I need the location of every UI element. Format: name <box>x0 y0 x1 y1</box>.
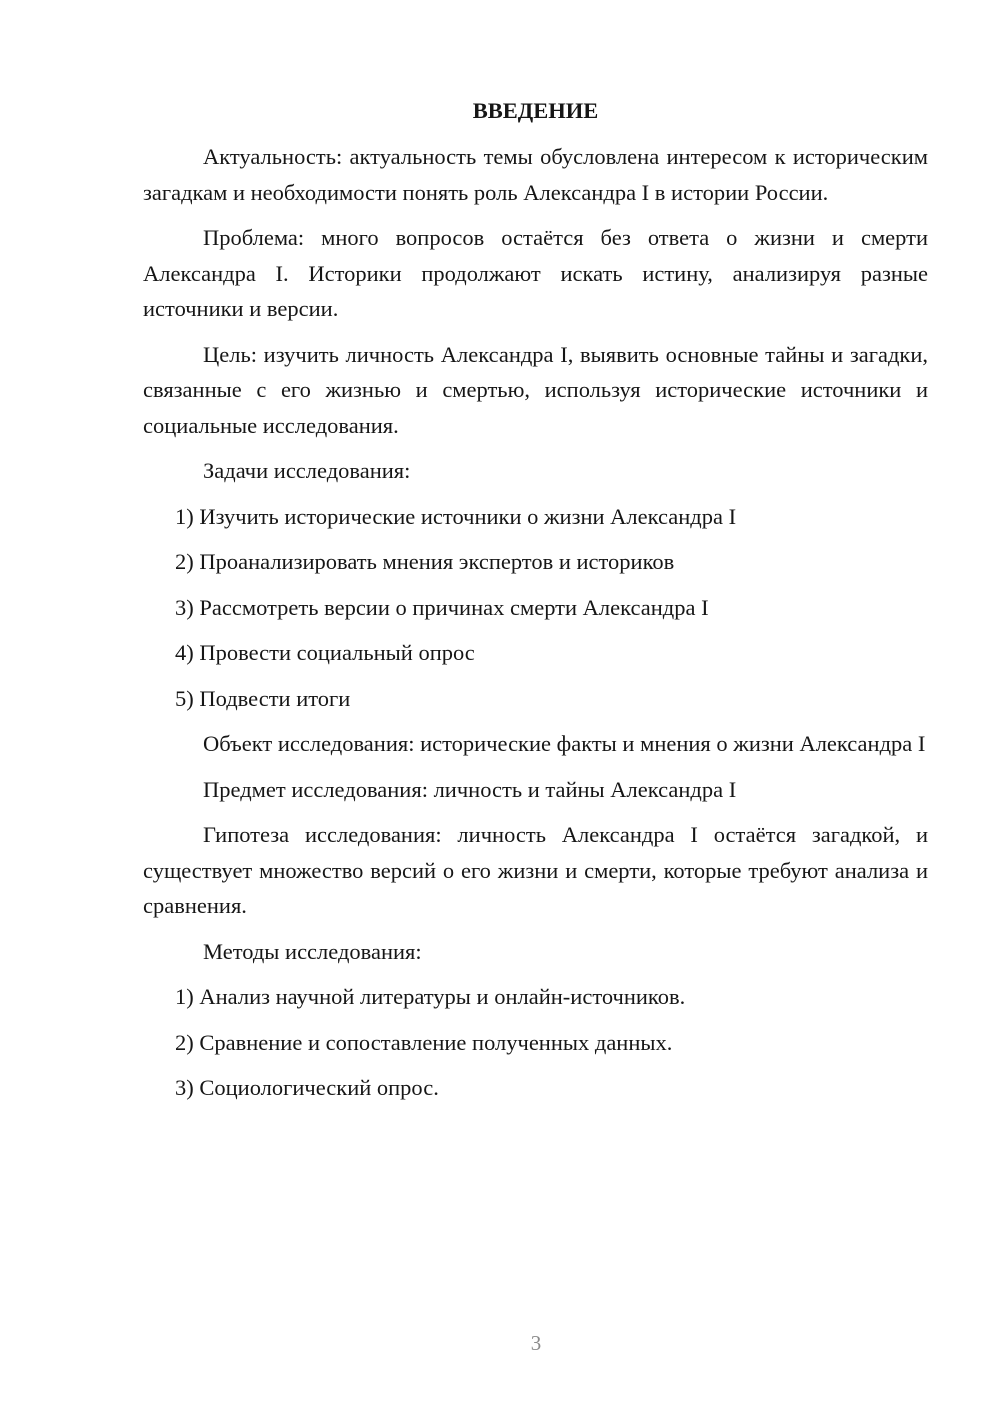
task-item: 3) Рассмотреть версии о причинах смерти Александра I <box>175 594 709 620</box>
method-item: 2) Сравнение и сопоставление полученных данных. <box>175 1029 673 1055</box>
methods-title: Методы исследования: <box>203 938 422 964</box>
page-number: 3 <box>530 1331 542 1355</box>
tasks-list <box>143 499 928 717</box>
method-item: 1) Анализ научной литературы и онлайн-источников. <box>175 984 686 1009</box>
problem-paragraph: Проблема: много вопросов остаётся без ответа о жизни и смерти Александра I. Историки продолжают искать истину, анализируя разные источники и версии. <box>143 225 928 321</box>
task-item: 1) Изучить исторические источники о жизни Александра I <box>175 503 737 529</box>
subject-paragraph: Предмет исследования: личность и тайны Александра I <box>203 776 737 802</box>
object-paragraph: Объект исследования: исторические факты и мнения о жизни Александра I <box>203 731 926 756</box>
tasks-title: Задачи исследования: <box>203 458 411 483</box>
task-item: 2) Проанализировать мнения экспертов и историков <box>175 549 675 574</box>
section-heading: ВВЕДЕНИЕ <box>472 98 599 123</box>
task-item: 4) Провести социальный опрос <box>175 640 475 665</box>
task-item: 5) Подвести итоги <box>175 685 351 711</box>
page-content <box>143 96 928 1116</box>
methods-list <box>143 979 928 1106</box>
method-item: 3) Социологический опрос. <box>175 1075 439 1100</box>
relevance-paragraph: Актуальность: актуальность темы обусловлена интересом к историческим загадкам и необходимости понять роль Александра I в истории России. <box>143 144 928 205</box>
hypothesis-paragraph: Гипотеза исследования: личность Александра I остаётся загадкой, и существует множество версий о его жизни и смерти, которые требуют анализа и сравнения. <box>143 822 928 918</box>
goal-paragraph: Цель: изучить личность Александра I, выявить основные тайны и загадки, связанные с его жизнью и смертью, используя исторические источники и социальные исследования. <box>143 341 928 438</box>
